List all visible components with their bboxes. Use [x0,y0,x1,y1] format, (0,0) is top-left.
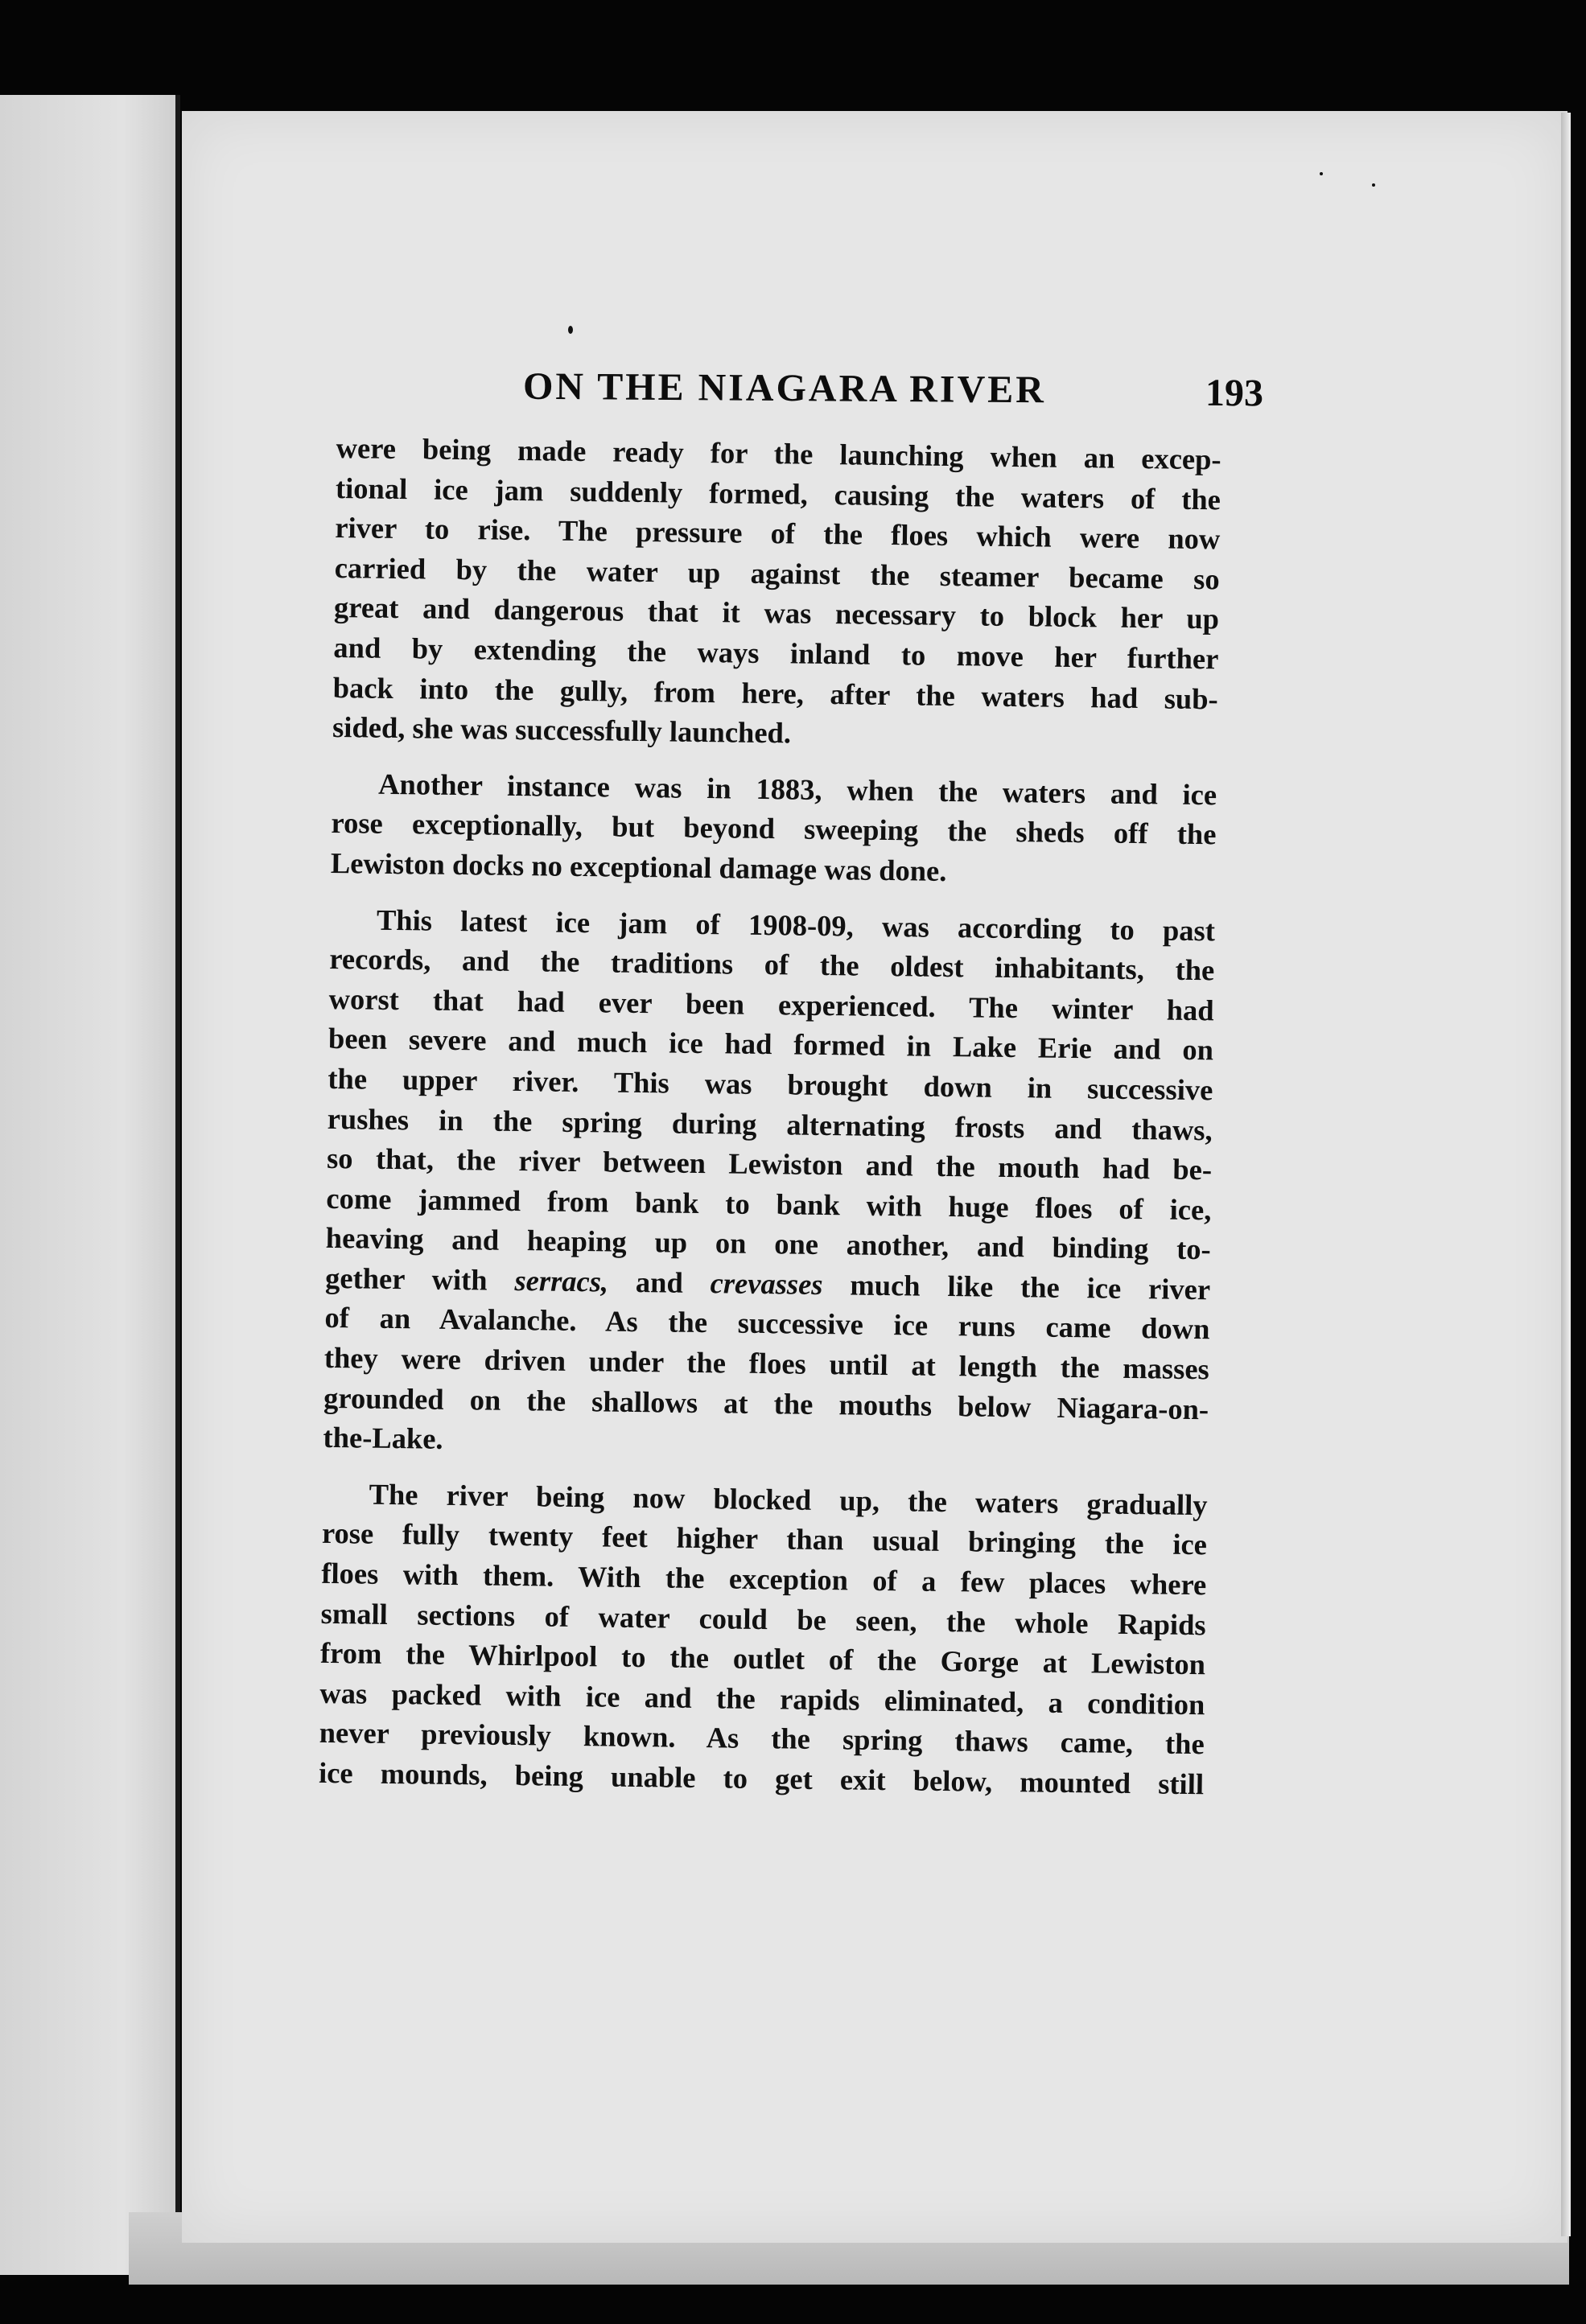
text-line: worst that had ever been experienced. The winter had [328,981,1214,1027]
text-line: floes with them. With the exception of a few places where [321,1556,1207,1602]
paragraph-4 [319,1474,1208,1804]
facing-page-edge [0,95,180,2275]
text-line: was packed with ice and the rapids eliminated, a condition [319,1676,1205,1721]
page-number: 193 [1205,371,1264,415]
paragraph-2 [331,763,1217,895]
italic-term: crevasses [710,1266,823,1301]
text-line: records, and the traditions of the oldest inhabitants, the [329,942,1215,987]
text-line: Lewiston docks no exceptional damage was done. [330,845,947,887]
italic-term: serracs, [514,1263,609,1298]
text-line: This latest ice jam of 1908-09, was according to past [376,903,1216,947]
page-right-edge [1561,113,1571,2236]
text-line: rose exceptionally, but beyond sweeping the sheds off the [331,806,1217,851]
print-speck [1372,183,1375,187]
text-run: much like the ice river [822,1267,1211,1306]
text-line: small sections of water could be seen, the whole Rapids [320,1596,1206,1641]
text-line: rushes in the spring during alternating frosts and thaws, [327,1101,1213,1146]
text-line: great and dangerous that it was necessary to block her up [333,590,1220,636]
text-line: The river being now blocked up, the waters gradually [369,1477,1208,1522]
running-title: ON THE NIAGARA RIVER [522,364,1047,412]
text-line: the upper river. This was brought down in successive [327,1061,1213,1107]
text-line: they were driven under the floes until at length the masses [323,1340,1210,1386]
body-text [319,428,1221,1820]
text-line: so that, the river between Lewiston and the mouth had be- [326,1141,1213,1187]
text-line: been severe and much ice had formed in Lake Erie and on [327,1022,1214,1067]
text-line: carried by the water up against the steamer became so [334,550,1220,596]
text-line: heaving and heaping up on one another, and binding to- [325,1221,1211,1266]
text-line: Another instance was in 1883, when the waters and ice [377,767,1217,812]
text-line: of an Avalanche. As the successive ice runs came down [324,1301,1210,1346]
text-line: never previously known. As the spring thaws came, the [319,1716,1205,1761]
text-line: the-Lake. [323,1421,443,1456]
text-line: grounded on the shallows at the mouths below Niagara-on- [323,1380,1209,1425]
print-speck [1320,172,1323,175]
text-line: come jammed from bank to bank with huge floes of ice, [326,1181,1212,1227]
text-line: and by extending the ways inland to move her further [333,630,1219,676]
text-line: from the Whirlpool to the outlet of the Gorge at Lewiston [319,1636,1206,1681]
paragraph-1 [332,428,1221,759]
text-line: ice mounds, being unable to get exit below, mounted still [318,1755,1205,1801]
text-line: back into the gully, from here, after the waters had sub- [332,670,1218,715]
text-line: tional ice jam suddenly formed, causing the waters of the [335,471,1221,516]
paragraph-3 [323,899,1215,1469]
text-line: were being made ready for the launching when an excep- [336,430,1221,476]
text-run: and [608,1265,711,1300]
text-line: river to rise. The pressure of the floes which were now [335,511,1221,556]
text-run: gether with [324,1261,515,1297]
text-line: rose fully twenty feet higher than usual bringing the ice [321,1516,1208,1561]
text-line: sided, she was successfully launched. [332,710,792,750]
print-speck [568,326,573,334]
